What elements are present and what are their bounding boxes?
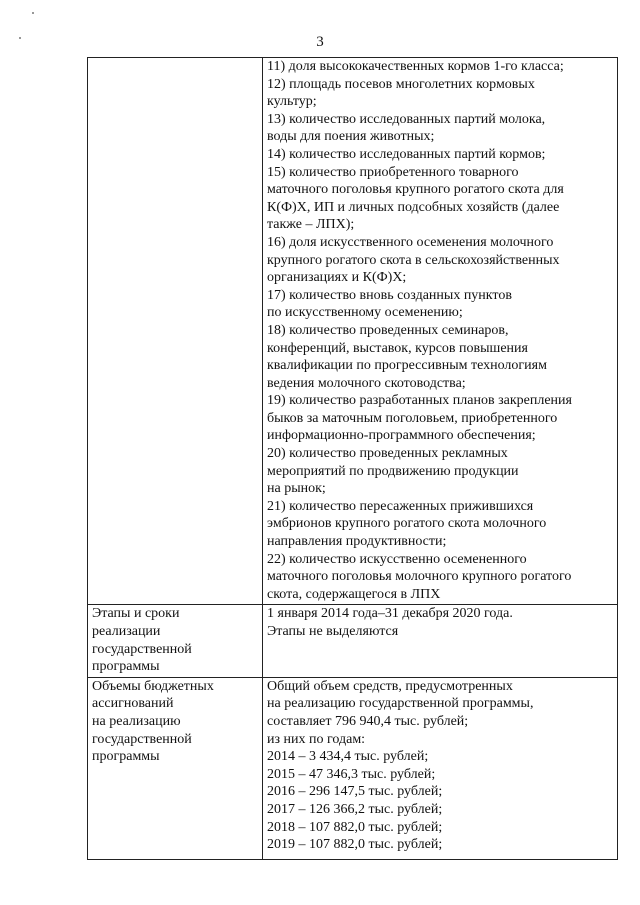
value-line: 13) количество исследованных партий молока, <box>267 111 546 127</box>
label-line: Объемы бюджетных <box>92 678 214 694</box>
label-line: на реализацию <box>92 713 181 729</box>
table-row <box>88 605 618 677</box>
value-line: 22) количество искусственно осемененного <box>267 551 527 567</box>
label-line: программы <box>92 749 160 765</box>
value-line: Этапы не выделяются <box>267 624 399 639</box>
page-number: 3 <box>316 34 324 50</box>
value-line: из них по годам: <box>267 731 366 747</box>
row-value-cell <box>263 605 618 677</box>
value-line: 2019 – 107 882,0 тыс. рублей; <box>267 837 443 853</box>
value-line: 2014 – 3 434,4 тыс. рублей; <box>267 749 429 765</box>
value-line: 2016 – 296 147,5 тыс. рублей; <box>267 784 443 800</box>
label-line: реализации <box>92 624 161 639</box>
value-line: квалификации по прогрессивным технологиям <box>267 358 547 374</box>
value-line: 18) количество проведенных семинаров, <box>267 322 509 338</box>
value-line: 11) доля высококачественных кормов 1-го класса; <box>267 59 564 74</box>
table-row <box>88 58 618 605</box>
value-line: 19) количество разработанных планов закрепления <box>267 393 572 409</box>
value-line: воды для поения животных; <box>267 129 435 145</box>
program-passport-table <box>87 57 618 860</box>
value-line: 17) количество вновь созданных пунктов <box>267 287 512 303</box>
value-line: скота, содержащегося в ЛПХ <box>267 586 441 602</box>
value-line: 1 января 2014 года–31 декабря 2020 года. <box>267 606 513 622</box>
label-line: ассигнований <box>92 696 174 712</box>
value-line: также – ЛПХ); <box>267 217 355 233</box>
value-line: 12) площадь посевов многолетних кормовых <box>267 76 535 92</box>
value-line: мероприятий по продвижению продукции <box>267 463 519 479</box>
value-line: на рынок; <box>267 481 326 497</box>
value-line: организациях и К(Ф)Х; <box>267 270 407 286</box>
row-label-cell <box>88 605 263 677</box>
value-line: 16) доля искусственного осеменения молочного <box>267 234 554 250</box>
value-line: 14) количество исследованных партий кормов; <box>267 146 546 162</box>
value-line: 2017 – 126 366,2 тыс. рублей; <box>267 801 443 817</box>
label-line: Этапы и сроки <box>92 606 180 622</box>
label-line: государственной <box>92 731 192 747</box>
value-line: ведения молочного скотоводства; <box>267 375 466 391</box>
value-line: по искусственному осеменению; <box>267 305 463 321</box>
value-line: 15) количество приобретенного товарного <box>267 164 519 180</box>
value-line: составляет 796 940,4 тыс. рублей; <box>267 713 469 729</box>
label-line: программы <box>92 659 160 675</box>
value-line: 20) количество проведенных рекламных <box>267 446 508 462</box>
row-value-cell <box>263 677 618 859</box>
row-label-cell <box>88 677 263 859</box>
value-line: маточного поголовья молочного крупного рогатого <box>267 569 572 585</box>
value-line: информационно-программного обеспечения; <box>267 428 536 444</box>
row-label-cell <box>88 58 263 605</box>
value-line: конференций, выставок, курсов повышения <box>267 340 528 356</box>
value-line: К(Ф)Х, ИП и личных подсобных хозяйств (далее <box>267 199 560 215</box>
label-line: государственной <box>92 641 192 657</box>
value-line: быков за маточным поголовьем, приобретенного <box>267 410 558 426</box>
value-line: 2015 – 47 346,3 тыс. рублей; <box>267 766 436 782</box>
value-line: Общий объем средств, предусмотренных <box>267 678 513 694</box>
value-line: 21) количество пересаженных прижившихся <box>267 498 534 514</box>
value-line: эмбрионов крупного рогатого скота молочного <box>267 516 547 532</box>
value-line: направления продуктивности; <box>267 534 447 550</box>
value-line: культур; <box>267 94 317 110</box>
scan-speck <box>32 12 34 14</box>
value-line: маточного поголовья крупного рогатого скота для <box>267 182 564 198</box>
value-line: на реализацию государственной программы, <box>267 696 534 712</box>
value-line: 2018 – 107 882,0 тыс. рублей; <box>267 819 443 835</box>
table-row <box>88 677 618 859</box>
row-value-cell <box>263 58 618 605</box>
value-line: крупного рогатого скота в сельскохозяйственных <box>267 252 560 268</box>
